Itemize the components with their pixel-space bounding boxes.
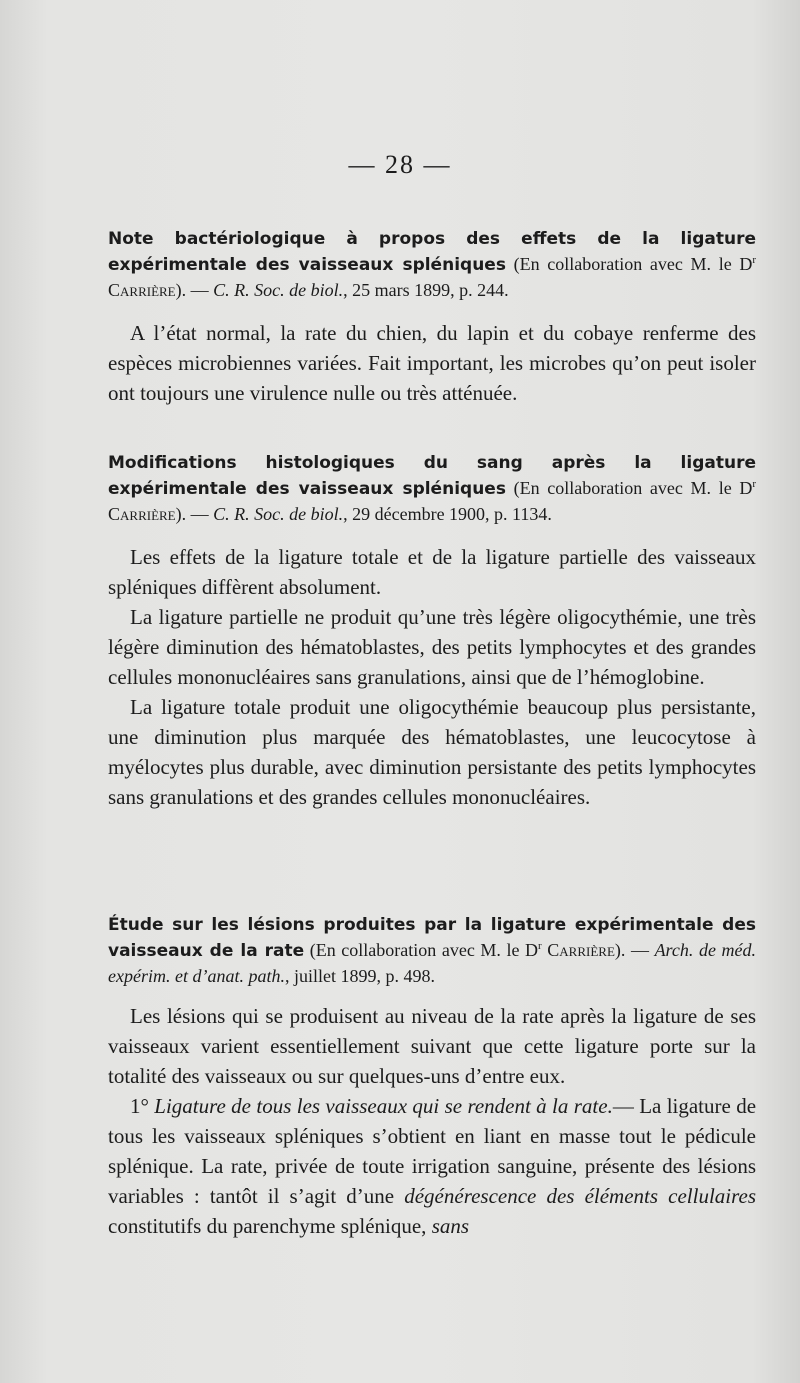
collab-prefix: (En collaboration avec M. le D xyxy=(309,940,539,960)
item-number: 1° xyxy=(130,1094,149,1118)
paragraph: La ligature partielle ne produit qu’une très légère oligocythémie, une très légère diminution des hématoblastes, des petits lymphocytes et des grandes cellules mononucléaires sans granulations, ainsi que de l’hémoglobine. xyxy=(108,605,756,689)
item-emphasis-2: sans xyxy=(431,1214,470,1238)
collab-name: Carrière xyxy=(108,280,176,300)
entry-title: Modifications histologiques du sang après la ligature expérimentale des vaisseaux spléniques xyxy=(108,453,756,499)
collab-prefix: (En collaboration avec M. le D xyxy=(513,478,753,498)
paragraph: A l’état normal, la rate du chien, du lapin et du cobaye renferme des espèces microbiennes variées. Fait important, les microbes qu’on peut isoler ont toujours une virulence nulle ou très atténuée. xyxy=(108,321,756,405)
item-text-2: constitutifs du parenchyme splénique, xyxy=(108,1214,427,1238)
reference-entry-1 xyxy=(108,226,756,303)
entry-title: Étude sur les lésions produites par la ligature expérimentale des vaisseaux de la rate xyxy=(108,915,756,961)
collab-sup: r xyxy=(752,254,757,266)
collab-suffix: ). xyxy=(175,280,187,300)
citation-dash: — xyxy=(190,280,209,300)
item-emphasis-1: dégénérescence des éléments cellulaires xyxy=(404,1184,757,1208)
paragraph: Les effets de la ligature totale et de la ligature partielle des vaisseaux spléniques diffèrent absolument. xyxy=(108,545,756,599)
collab-sup: r xyxy=(752,478,757,490)
entry-1-body xyxy=(108,318,756,408)
citation-dash: — xyxy=(190,504,209,524)
item-dash: — xyxy=(612,1094,634,1118)
paragraph: Les lésions qui se produisent au niveau de la rate après la ligature de ses vaisseaux varient essentiellement suivant que cette ligature porte sur la totalité des vaisseaux ou sur quelques-uns d’entre eux. xyxy=(108,1004,756,1088)
item-text-1: La ligature de tous les vaisseaux spléniques s’obtient en liant en masse tout le pédicule splénique. La rate, privée de toute irrigation sanguine, présente des lésions variables : tantôt il s’agit d’une xyxy=(108,1094,757,1208)
entry-2-body xyxy=(108,542,756,812)
citation-rest: , juillet 1899, p. 498. xyxy=(284,966,435,986)
citation-journal: C. R. Soc. de biol. xyxy=(213,280,344,300)
item-heading: Ligature de tous les vaisseaux qui se rendent à la rate. xyxy=(154,1094,613,1118)
page-number: — 28 — xyxy=(348,150,452,179)
numbered-paragraph xyxy=(108,1091,756,1241)
entry-title: Note bactériologique à propos des effets de la ligature expérimentale des vaisseaux spléniques xyxy=(108,229,756,275)
entry-3-body xyxy=(108,1001,756,1241)
citation-dash: — xyxy=(630,940,649,960)
citation-journal: Arch. de méd. expérim. et d’anat. path. xyxy=(108,940,757,986)
citation-rest: , 25 mars 1899, p. 244. xyxy=(343,280,509,300)
collab-sup: r xyxy=(538,940,542,952)
collab-name: Carrière xyxy=(108,504,176,524)
collab-suffix: ). xyxy=(614,940,626,960)
citation-journal: C. R. Soc. de biol. xyxy=(213,504,344,524)
citation-rest: , 29 décembre 1900, p. 1134. xyxy=(343,504,552,524)
reference-entry-2 xyxy=(108,450,756,527)
collab-name: Carrière xyxy=(547,940,615,960)
collab-suffix: ). xyxy=(175,504,187,524)
collab-prefix: (En collaboration avec M. le D xyxy=(513,254,753,274)
paragraph: La ligature totale produit une oligocythémie beaucoup plus persistante, une diminution plus marquée des hématoblastes, une leucocytose à myélocytes plus durable, avec diminution persistante des petits lymphocytes sans granulations et des grandes cellules mononucléaires. xyxy=(108,695,756,809)
reference-entry-3 xyxy=(108,912,756,989)
